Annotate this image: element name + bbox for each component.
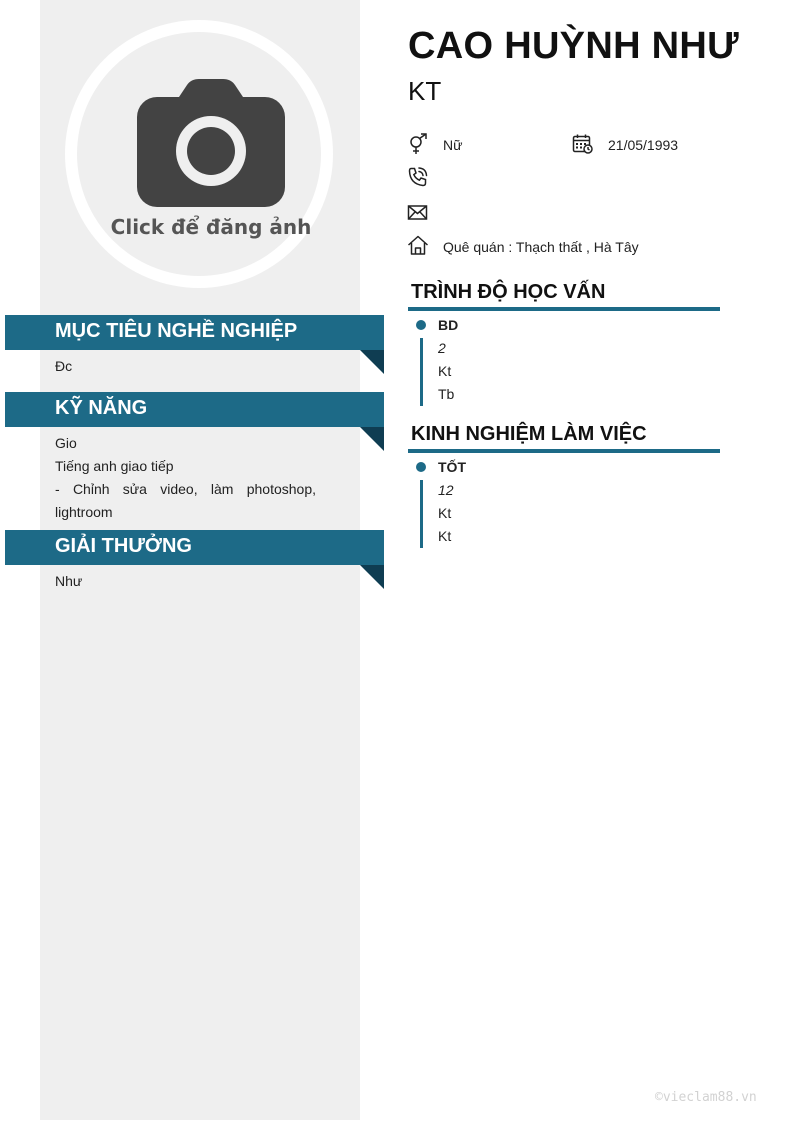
- job-title[interactable]: KT: [408, 76, 442, 106]
- email-icon: [407, 201, 429, 223]
- photo-upload[interactable]: [65, 20, 333, 288]
- education-major[interactable]: Kt: [438, 363, 452, 379]
- ribbon-fold: [360, 565, 384, 589]
- timeline-dot: [416, 320, 426, 330]
- gender-value[interactable]: Nữ: [443, 137, 463, 153]
- skill-line: Tiếng anh giao tiếp: [55, 458, 174, 474]
- home-icon: [407, 234, 429, 256]
- experience-time[interactable]: 12: [438, 482, 454, 498]
- experience-detail[interactable]: Kt: [438, 528, 452, 544]
- calendar-icon: [572, 133, 594, 155]
- awards-text[interactable]: Như: [55, 573, 83, 589]
- objective-text[interactable]: Đc: [55, 358, 73, 374]
- ribbon-fold: [360, 350, 384, 374]
- education-title: TRÌNH ĐỘ HỌC VẤN: [411, 281, 606, 303]
- education-school[interactable]: BD: [438, 317, 459, 333]
- experience-position[interactable]: Kt: [438, 505, 452, 521]
- timeline-dot: [416, 462, 426, 472]
- experience-company[interactable]: TỐT: [438, 459, 466, 475]
- section-awards: [5, 530, 384, 565]
- camera-icon: [137, 79, 285, 207]
- timeline-line: [420, 480, 423, 548]
- education-detail[interactable]: Tb: [438, 386, 455, 402]
- experience-title: KINH NGHIỆM LÀM VIỆC: [411, 423, 647, 445]
- skills-list[interactable]: [55, 432, 316, 524]
- ribbon-fold: [360, 427, 384, 451]
- birthdate-value[interactable]: 21/05/1993: [608, 137, 679, 153]
- candidate-name[interactable]: CAO HUỲNH NHƯ: [408, 25, 739, 67]
- phone-icon: [407, 166, 429, 188]
- photo-placeholder: [77, 32, 321, 276]
- photo-caption: Click để đăng ảnh: [110, 215, 312, 239]
- education-time[interactable]: 2: [438, 340, 446, 356]
- education-divider: [408, 307, 720, 311]
- gender-icon: [407, 133, 429, 155]
- timeline-line: [420, 338, 423, 406]
- skills-title: KỸ NĂNG: [55, 397, 148, 419]
- experience-divider: [408, 449, 720, 453]
- section-skills: [5, 392, 384, 427]
- watermark: ©vieclam88.vn: [655, 1090, 757, 1105]
- skill-line: Gio: [55, 435, 77, 451]
- skill-line: - Chỉnh sửa video, làm photoshop, lightroom: [55, 481, 316, 520]
- awards-title: GIẢI THƯỞNG: [55, 535, 192, 557]
- objective-title: MỤC TIÊU NGHỀ NGHIỆP: [55, 320, 298, 342]
- section-objective: [5, 315, 384, 350]
- hometown-value[interactable]: Quê quán : Thạch thất , Hà Tây: [443, 239, 639, 255]
